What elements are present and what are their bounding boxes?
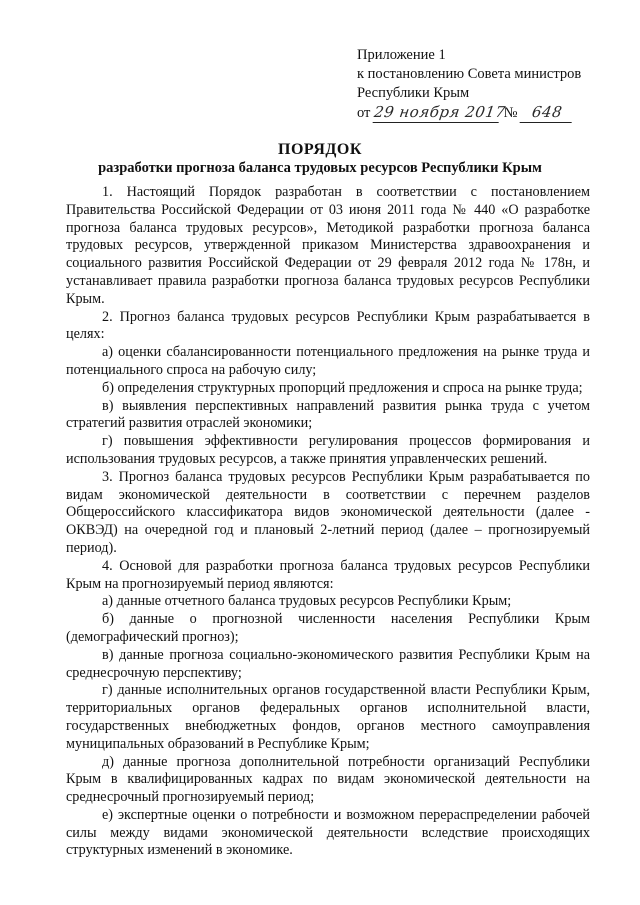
- paragraph-4e: д) данные прогноза дополнительной потребности организаций Республики Крым в квалифицированных кадрах по видам экономической деятельности на среднесрочный прогнозируемый период;: [66, 753, 590, 806]
- paragraph-4a: а) данные отчетного баланса трудовых ресурсов Республики Крым;: [102, 593, 512, 610]
- document-body: [66, 184, 590, 860]
- appendix-header: [357, 46, 617, 123]
- paragraph-2d: г) повышения эффективности регулирования процессов формирования и использования трудовых ресурсов, а также принятия управленческих решений.: [66, 433, 590, 467]
- paragraph-3: 3. Прогноз баланса трудовых ресурсов Республики Крым разрабатывается по видам экономической деятельности в соответствии с перечнем разделов Общероссийского классификатора видов экономической деятельности (далее - ОКВЭД) на очередной год и плановый 2-летний период (далее – прогнозируемый период).: [66, 468, 590, 556]
- appendix-line-1: Приложение 1: [357, 47, 446, 63]
- paragraph-4b: б) данные о прогнозной численности населения Республики Крым (демографический прогноз);: [66, 611, 590, 645]
- paragraph-2c: в) выявления перспективных направлений развития рынка труда с учетом стратегий развития отраслей экономики;: [66, 397, 590, 432]
- handwritten-date: 29 ноября 2017: [372, 103, 507, 121]
- paragraph-2b: б) определения структурных пропорций предложения и спроса на рынке труда;: [102, 379, 583, 396]
- paragraph-4: 4. Основой для разработки прогноза баланса трудовых ресурсов Республики Крым на прогнозируемый период являются:: [66, 557, 590, 592]
- paragraph-1: 1. Настоящий Порядок разработан в соответствии с постановлением Правительства Российской Федерации от 03 июня 2011 года № 440 «О разработке прогноза баланса трудовых ресурсов», Методикой разработки прогноза баланса трудовых ресурсов, утвержденной приказом Министерства здравоохранения и социального развития Российской Федерации от 29 февраля 2012 года № 178н, и устанавливает правила разработки прогноза баланса трудовых ресурсов Республики Крым.: [66, 184, 590, 307]
- paragraph-4c: в) данные прогноза социально-экономического развития Республики Крым на среднесрочную перспективу;: [66, 646, 590, 681]
- handwritten-number: 648: [520, 103, 575, 123]
- number-label: №: [503, 105, 518, 121]
- document-title: ПОРЯДОК: [278, 141, 362, 158]
- document-subtitle: разработки прогноза баланса трудовых ресурсов Республики Крым: [98, 160, 542, 176]
- appendix-date-number-line: [357, 103, 617, 123]
- paragraph-2a: а) оценки сбалансированности потенциального предложения на рынке труда и потенциального спроса на рабочую силу;: [66, 344, 590, 378]
- appendix-line-3: Республики Крым: [357, 85, 470, 101]
- from-label: от: [357, 105, 371, 121]
- appendix-line-2: к постановлению Совета министров: [357, 66, 582, 82]
- paragraph-4d: г) данные исполнительных органов государственной власти Республики Крым, территориальных органов федеральных органов исполнительной власти, государственных внебюджетных фондов, органов местного самоуправления муниципальных образований в Республике Крым;: [66, 682, 590, 752]
- paragraph-2: 2. Прогноз баланса трудовых ресурсов Республики Крым разрабатывается в целях:: [66, 308, 590, 343]
- paragraph-4f: е) экспертные оценки о потребности и возможном перераспределении рабочей силы между видами экономической деятельности вследствие происходящих структурных изменений в экономике.: [66, 806, 590, 859]
